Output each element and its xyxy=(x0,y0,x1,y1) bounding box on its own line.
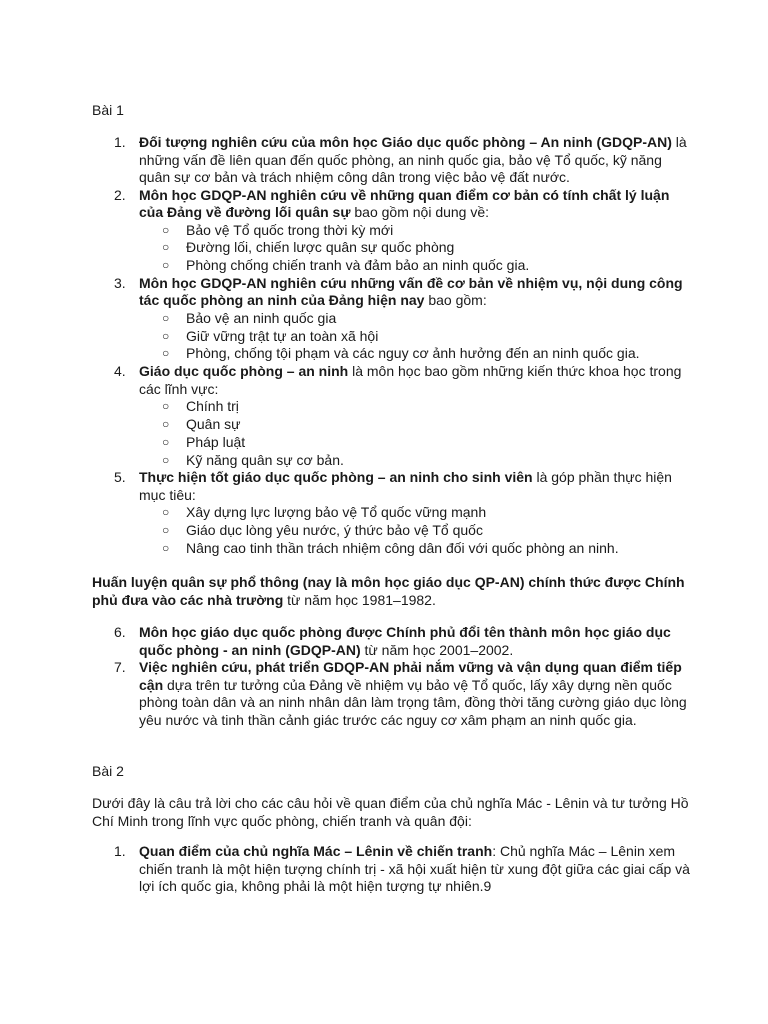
paragraph-bold-text: Huấn luyện quân sự phổ thông (nay là môn học giáo dục QP-AN) chính thức được Chính phủ đưa vào các nhà trường xyxy=(92,574,685,608)
item-number: 1. xyxy=(114,134,126,150)
item-number: 5. xyxy=(114,469,126,486)
item-bold-text: Giáo dục quốc phòng – an ninh xyxy=(139,363,349,380)
sub-list-item xyxy=(139,310,692,328)
circle-bullet-icon: ○ xyxy=(162,240,170,255)
sub-list-item xyxy=(139,522,692,540)
list-item xyxy=(92,624,692,659)
sub-item-text: Quân sự xyxy=(186,416,241,433)
item-bold-text: Quan điểm của chủ nghĩa Mác – Lênin về chiến tranh xyxy=(139,843,493,859)
sub-list-item xyxy=(139,398,692,416)
item-bold-text: Môn học giáo dục quốc phòng được Chính phủ đổi tên thành môn học giáo dục quốc phòng - an ninh (GDQP-AN) xyxy=(139,624,671,658)
bai2-question-list xyxy=(92,843,692,896)
item-bold-text: Môn học GDQP-AN nghiên cứu về những quan điểm cơ bản có tính chất lý luận của Đảng về đường lối quân sự xyxy=(139,186,670,220)
item-text: bao gồm: xyxy=(424,292,487,309)
item-number: 2. xyxy=(114,186,126,203)
paragraph-text: từ năm học 1981–1982. xyxy=(283,592,436,608)
sub-list xyxy=(139,310,692,363)
sub-item-text: Chính trị xyxy=(186,398,239,415)
circle-bullet-icon: ○ xyxy=(162,310,170,325)
sub-list-item xyxy=(139,434,692,452)
list-item xyxy=(92,134,692,187)
sub-list-item xyxy=(139,345,692,363)
sub-list-item xyxy=(139,328,692,346)
item-text: bao gồm nội dung về: xyxy=(350,204,490,220)
circle-bullet-icon: ○ xyxy=(162,505,170,520)
list-item xyxy=(92,659,692,729)
item-text: là góp phần thực hiện mục tiêu: xyxy=(139,469,672,503)
item-number: 1. xyxy=(114,843,126,859)
sub-list-item xyxy=(139,540,692,558)
item-text: : Chủ nghĩa Mác – Lênin xem chiến tranh là một hiện tượng chính trị - xã hội xuất hiện từ xung đột giữa các giai cấp và lợi ích quốc gia, không phải là một hiện tượng tự nhiên.9 xyxy=(139,843,690,894)
bai1-question-list xyxy=(92,134,692,558)
sub-list-item xyxy=(139,222,692,240)
item-number: 4. xyxy=(114,363,126,380)
bai1-question-list-continued xyxy=(92,624,692,729)
bai2-intro-paragraph: Dưới đây là câu trả lời cho các câu hỏi về quan điểm của chủ nghĩa Mác - Lênin và tư tưởng Hồ Chí Minh trong lĩnh vực quốc phòng, chiến tranh và quân đội: xyxy=(92,795,689,829)
sub-item-text: Giáo dục lòng yêu nước, ý thức bảo vệ Tổ quốc xyxy=(186,522,483,539)
list-item xyxy=(92,469,692,557)
circle-bullet-icon: ○ xyxy=(162,222,170,237)
sub-item-text: Giữ vững trật tự an toàn xã hội xyxy=(186,327,379,344)
circle-bullet-icon: ○ xyxy=(162,417,170,432)
item-text: là những vấn đề liên quan đến quốc phòng, an ninh quốc gia, bảo vệ Tổ quốc, kỹ năng quân sự cơ bản và trách nhiệm công dân trong việc bảo vệ đất nước. xyxy=(139,134,687,185)
section-title-bai2: Bài 2 xyxy=(92,763,124,779)
item-bold-text: Thực hiện tốt giáo dục quốc phòng – an ninh cho sinh viên xyxy=(139,469,533,486)
sub-item-text: Kỹ năng quân sự cơ bản. xyxy=(186,451,344,468)
sub-item-text: Phòng chống chiến tranh và đảm bảo an ninh quốc gia. xyxy=(186,257,530,274)
sub-item-text: Bảo vệ Tổ quốc trong thời kỳ mới xyxy=(186,221,394,238)
item-number: 7. xyxy=(114,659,126,675)
circle-bullet-icon: ○ xyxy=(162,434,170,449)
sub-item-text: Phòng, chống tội phạm và các nguy cơ ảnh hưởng đến an ninh quốc gia. xyxy=(186,345,640,362)
list-item xyxy=(92,363,692,469)
circle-bullet-icon: ○ xyxy=(162,346,170,361)
circle-bullet-icon: ○ xyxy=(162,523,170,538)
circle-bullet-icon: ○ xyxy=(162,258,170,273)
sub-list-item xyxy=(139,257,692,275)
sub-item-text: Xây dựng lực lượng bảo vệ Tổ quốc vững mạnh xyxy=(186,504,487,521)
item-bold-text: Việc nghiên cứu, phát triển GDQP-AN phải nắm vững và vận dụng quan điểm tiếp cận xyxy=(139,659,682,693)
item-text: dựa trên tư tưởng của Đảng về nhiệm vụ bảo vệ Tổ quốc, lấy xây dựng nền quốc phòng toàn dân và an ninh nhân dân làm trọng tâm, đồng thời tăng cường giáo dục lòng yêu nước và tinh thần cảnh giác trước các nguy cơ xâm phạm an ninh quốc gia. xyxy=(139,676,687,728)
item-number: 3. xyxy=(114,274,126,291)
sub-list-item xyxy=(139,452,692,470)
list-item xyxy=(92,843,692,896)
section-title-bai1: Bài 1 xyxy=(92,102,124,118)
item-number: 6. xyxy=(114,624,126,640)
list-item xyxy=(92,275,692,363)
bai1-middle-paragraph xyxy=(92,573,692,609)
sub-item-text: Pháp luật xyxy=(186,433,246,450)
sub-item-text: Đường lối, chiến lược quân sự quốc phòng xyxy=(186,239,455,256)
sub-list xyxy=(139,398,692,469)
sub-list xyxy=(139,222,692,275)
sub-list-item xyxy=(139,504,692,522)
circle-bullet-icon: ○ xyxy=(162,452,170,467)
sub-item-text: Bảo vệ an ninh quốc gia xyxy=(186,309,337,326)
circle-bullet-icon: ○ xyxy=(162,399,170,414)
sub-list-item xyxy=(139,239,692,257)
circle-bullet-icon: ○ xyxy=(162,541,170,556)
item-bold-text: Môn học GDQP-AN nghiên cứu những vấn đề cơ bản về nhiệm vụ, nội dung công tác quốc phòng an ninh của Đảng hiện nay xyxy=(139,274,683,309)
item-text: là môn học bao gồm những kiến thức khoa học trong các lĩnh vực: xyxy=(139,363,682,397)
item-bold-text: Đối tượng nghiên cứu của môn học Giáo dục quốc phòng – An ninh (GDQP-AN) xyxy=(139,134,672,150)
sub-list xyxy=(139,504,692,557)
sub-list-item xyxy=(139,416,692,434)
list-item xyxy=(92,187,692,275)
item-text: từ năm học 2001–2002. xyxy=(360,641,514,658)
sub-item-text: Nâng cao tinh thần trách nhiệm công dân đối với quốc phòng an ninh. xyxy=(186,540,619,557)
circle-bullet-icon: ○ xyxy=(162,328,170,343)
